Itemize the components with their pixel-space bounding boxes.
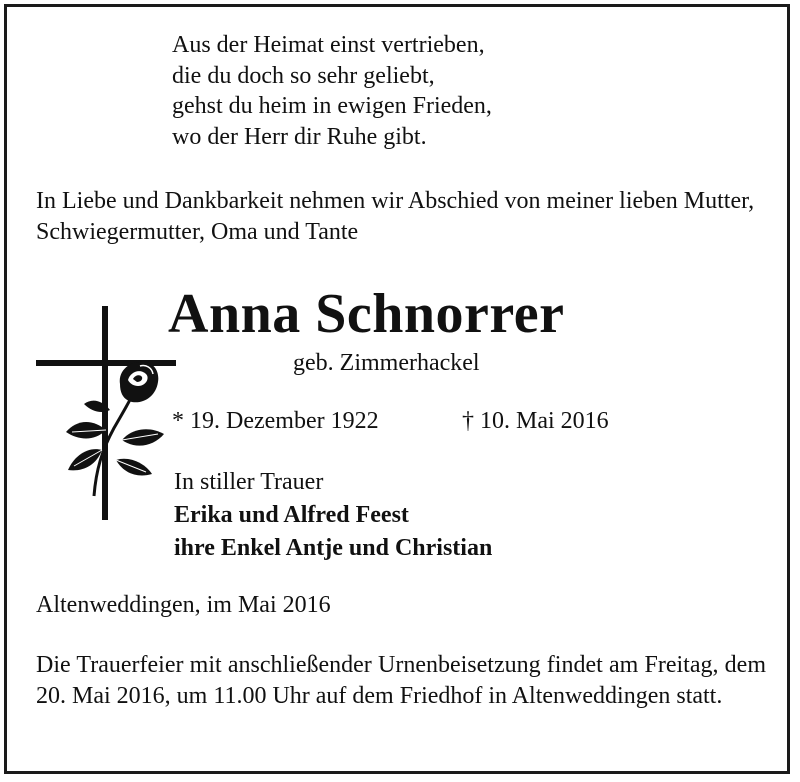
place-date: Altenweddingen, im Mai 2016 (36, 592, 331, 618)
poem-line: Aus der Heimat einst vertrieben, (172, 32, 485, 58)
mourners-heading: In stiller Trauer (174, 469, 324, 495)
mourners-block (174, 466, 492, 565)
cross-rose-illustration (36, 300, 176, 524)
poem (172, 30, 492, 152)
intro-text: In Liebe und Dankbarkeit nehmen wir Abschied von meiner lieben Mutter, Schwiegermutter, Oma und Tante (36, 188, 755, 245)
maiden-name: geb. Zimmerhackel (293, 350, 480, 376)
cross-icon (36, 306, 176, 520)
poem-line: die du doch so sehr geliebt, (172, 62, 435, 89)
poem-line: gehst du heim in ewigen Frieden, (172, 93, 492, 119)
deceased-name: Anna Schnorrer (168, 283, 565, 345)
poem-line: wo der Herr dir Ruhe gibt. (172, 123, 427, 150)
mourners-family: Erika und Alfred Feest (174, 502, 409, 528)
death-date: † 10. Mai 2016 (462, 408, 609, 434)
mourners-grandchildren: ihre Enkel Antje und Christian (174, 535, 493, 561)
rose-icon (66, 362, 164, 496)
birth-date: * 19. Dezember 1922 (172, 408, 379, 434)
funeral-info: Die Trauerfeier mit anschließender Urnenbeisetzung findet am Freitag, dem 20. Mai 2016, um 11.00 Uhr auf dem Friedhof in Altenweddingen statt. (36, 652, 766, 709)
